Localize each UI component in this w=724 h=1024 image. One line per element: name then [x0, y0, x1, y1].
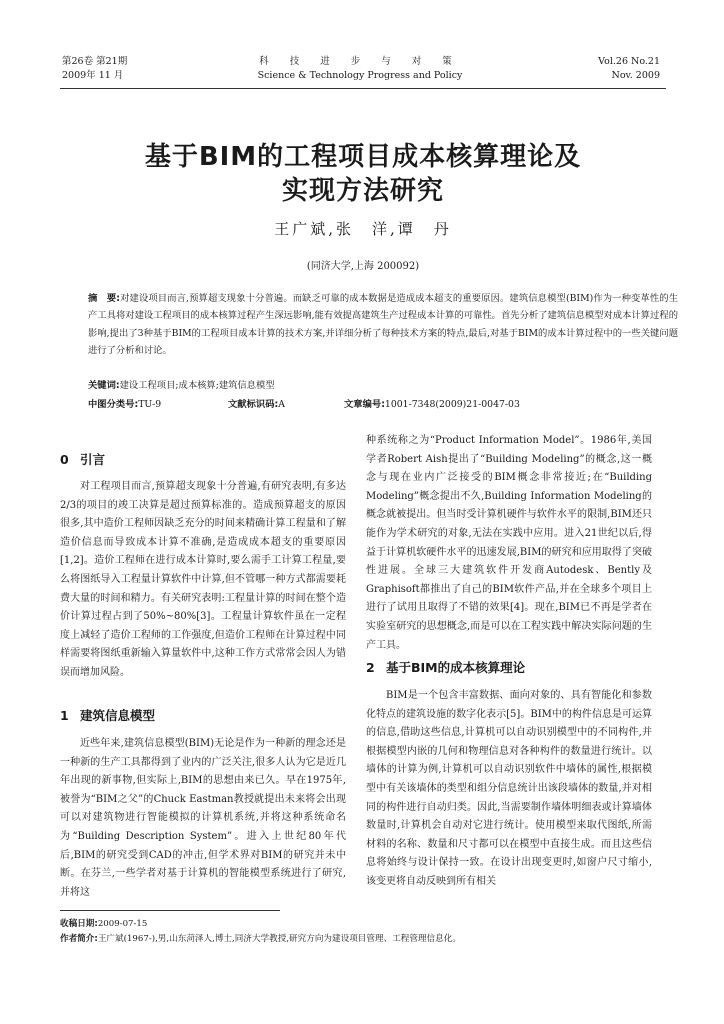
- received-value: 2009-07-15: [97, 919, 148, 929]
- keywords-text: 建设工程项目;成本核算;建筑信息模型: [119, 380, 275, 391]
- clc-field: [88, 399, 161, 410]
- running-header-center: [240, 55, 480, 83]
- bim-paragraph: 近些年来,建筑信息模型(BIM)无论是作为一种新的理念还是一种新的生产工具都得到了业内的广泛关注,很多人认为它是近几年出现的新事物,但实际上,BIM的思想由来已久。早在1975年,被誉为“BIM之父”的Chuck Eastman教授就提出未来将会出现可以对建筑物进行智能模拟的计算机系统,并将这种系统命名为“Building Description System”。进入上世纪80年代后,BIM的研究受到CAD的冲击,但学术界对BIM的研究并未中断。在芬兰,一些学者对基于计算机的智能模型系统进行了研究,并将这: [60, 738, 346, 898]
- section-title: 基于BIM的成本核算理论: [386, 660, 526, 675]
- affiliation: (同济大学,上海 200092): [306, 261, 420, 272]
- abstract-label: 摘 要:: [88, 293, 120, 304]
- journal-name-cn: 科 技 进 步 与 对 策: [259, 56, 461, 67]
- article-id-field: [344, 396, 520, 413]
- article-id-value: 1001-7348(2009)21-0047-03: [384, 399, 520, 410]
- section-heading-intro: [60, 450, 346, 468]
- doc-code-field: [228, 396, 285, 413]
- authors: 王广斌,张 洋,谭 丹: [274, 220, 452, 238]
- keywords-label: 关键词:: [88, 380, 120, 391]
- article-id-label: 文章编号:: [344, 399, 385, 410]
- doc-code-label: 文献标识码:: [228, 399, 279, 410]
- author-bio: [60, 933, 666, 946]
- journal-name-en: Science & Technology Progress and Policy: [257, 70, 463, 81]
- clc-label: 中图分类号:: [88, 399, 139, 410]
- classification-line: [88, 396, 678, 413]
- title-line-1: 基于BIM的工程项目成本核算理论及: [144, 142, 582, 172]
- section-number: 0: [60, 452, 69, 467]
- received-label: 收稿日期:: [60, 919, 98, 929]
- date-cn: 2009年 11 月: [62, 70, 124, 81]
- abstract-text: 对建设项目而言,预算超支现象十分普遍。而缺乏可靠的成本数据是造成成本超支的重要原因。建筑信息模型(BIM)作为一种变革性的生产工具将对建设工程项目的成本核算过程产生深远影响,能有效提高建筑生产过程成本计算的可靠性。首先分析了建筑信息模型对成本计算过程的影响,提出了3种基于BIM的工程项目成本计算的技术方案,并详细分析了每种技术方案的特点,最后,对基于BIM的成本计算过程中的一些关键问题进行了分析和讨论。: [88, 293, 679, 356]
- paper-title: [60, 140, 666, 208]
- clc-value: TU-9: [138, 399, 162, 410]
- keywords: [88, 377, 678, 394]
- volume-issue-cn: 第26卷 第21期: [62, 56, 128, 67]
- section-heading-bim: [60, 706, 346, 724]
- bio-text: 王广斌(1967-),男,山东菏泽人,博士,同济大学教授,研究方向为建设项目管理、工程管理信息化。: [97, 934, 461, 944]
- volume-issue-en: Vol.26 No.21: [598, 56, 660, 67]
- running-header-left: [62, 55, 127, 83]
- section-heading-cost-theory: [366, 658, 652, 676]
- footnote-rule: [60, 910, 280, 911]
- section-title: 引言: [80, 452, 106, 467]
- received-date: [60, 918, 666, 931]
- section-number: 1: [60, 708, 69, 723]
- header-rule: [60, 88, 666, 89]
- date-en: Nov. 2009: [611, 70, 660, 81]
- running-header-right: [598, 55, 660, 83]
- section-number: 2: [366, 660, 375, 675]
- section-title: 建筑信息模型: [80, 708, 156, 723]
- bim-paragraph-continued: 种系统称之为“Product Information Model”。1986年,美国学者Robert Aish提出了“Building Modeling”的概念,这一概念与现在业内广泛接受的BIM概念非常接近;在“Building Modeling”概念提出不久,Building Information Modeling的概念就被提出。但当时受计算机硬件与软件水平的限制,BIM还只能作为学术研究的对象,无法在实践中应用。进入21世纪以后,得益于计算机软硬件水平的迅速发展,BIM的研究和应用取得了突破性进展。全球三大建筑软件开发商Autodesk、Bently及Graphisoft都推出了自己的BIM软件产品,并在全球多个项目上进行了试用且取得了不错的效果[4]。现在,BIM已不再是学者在实验室研究的思想概念,而是可以在工程实践中解决实际问题的生产工具。: [366, 435, 652, 651]
- doc-code-value: A: [278, 399, 285, 410]
- abstract: [88, 290, 678, 359]
- bio-label: 作者简介:: [60, 934, 98, 944]
- intro-paragraph: 对工程项目而言,预算超支现象十分普遍,有研究表明,有多达2/3的项目的竣工决算是超过预算标准的。造成预算超支的原因很多,其中造价工程师因缺乏充分的时间来精确计算工程量和了解造价信息而导致成本计算不准确,是造成成本超支的重要原因[1,2]。造价工程师在进行成本计算时,要么需手工计算工程量,要么将图纸导入工程量计算软件中计算,但不管哪一种方式都需要耗费大量的时间和精力。有关研究表明:工程量计算的时间在整个造价计算过程占到了50%~80%[3]。工程量计算软件虽在一定程度上减轻了造价工程师的工作强度,但造价工程师在计算过程中同样需要将图纸重新输入算量软件中,这种工作方式常常会因人为错误而增加风险。: [60, 481, 346, 678]
- title-line-2: 实现方法研究: [281, 176, 444, 206]
- cost-theory-paragraph: BIM是一个包含丰富数据、面向对象的、具有智能化和参数化特点的建筑设施的数字化表示[5]。BIM中的构件信息是可运算的信息,借助这些信息,计算机可以自动识别模型中的不同构件,并根据模型内嵌的几何和物理信息对各种构件的数量进行统计。以墙体的计算为例,计算机可以自动识别软件中墙体的属性,根据模型中有关该墙体的类型和组分信息统计出该段墙体的数量,并对相同的构件进行自动归类。因此,当需要制作墙体明细表或计算墙体数量时,计算机会自动对它进行统计。使用模型来取代图纸,所需材料的名称、数量和尺寸都可以在模型中直接生成。而且这些信息将始终与设计保持一致。在设计出现变更时,如窗户尺寸缩小,该变更将自动反映到所有相关: [366, 690, 652, 887]
